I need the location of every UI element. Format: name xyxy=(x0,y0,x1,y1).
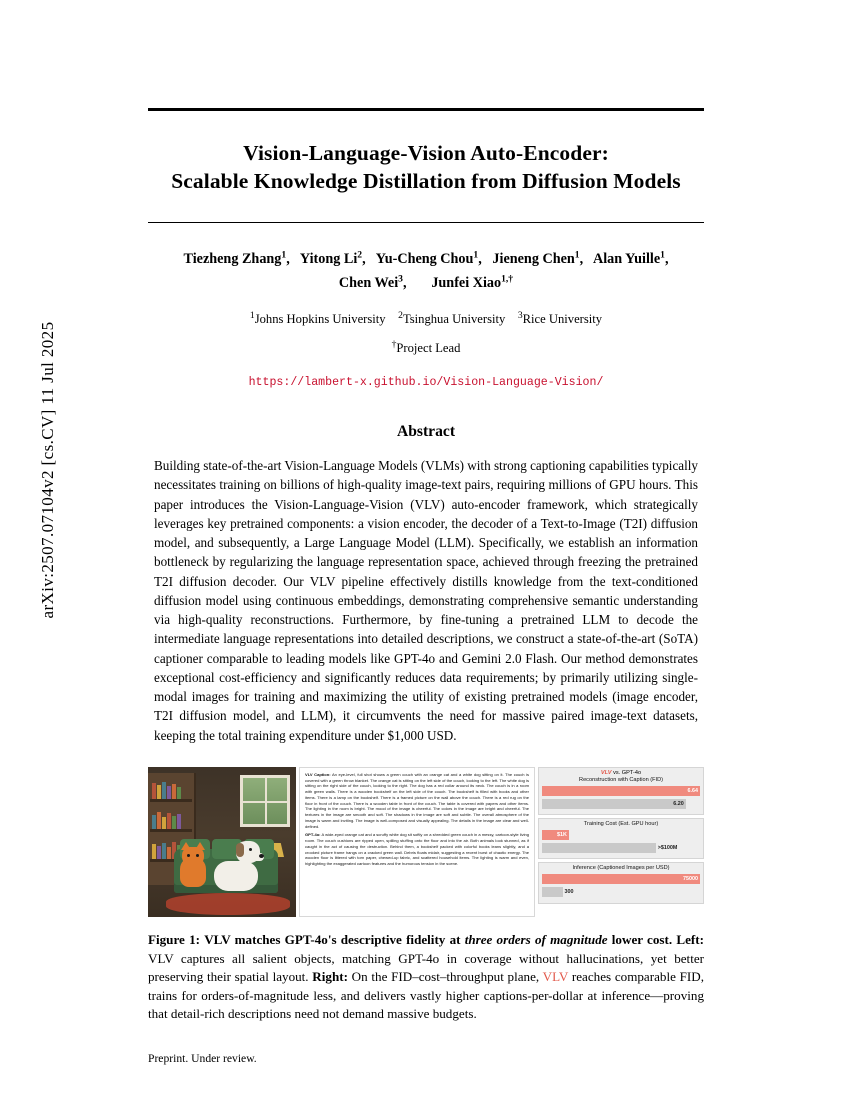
title-rule xyxy=(148,222,704,223)
bar-row xyxy=(542,798,700,809)
abstract-text: Building state-of-the-art Vision-Language Models (VLMs) with strong captioning capabilities typically necessitates training on billions of high-quality image-text pairs, requiring millions of GPU hours. This paper introduces the Vision-Language-Vision (VLV) auto-encoder framework, which strategically leverages key pretrained components: a vision encoder, the decoder of a Text-to-Image (T2I) diffusion model, and subsequently, a Large Language Model (LLM). Specifically, we establish an information bottleneck by regularizing the language representation space, achieved through freezing the pretrained T2I diffusion decoder. Our VLV pipeline effectively distills knowledge from the text-conditioned diffusion model using continuous embeddings, demonstrating comprehensive semantic understanding via high-quality reconstructions. Furthermore, by fine-tuning a pretrained LLM to decode the intermediate language representations into detailed descriptions, we construct a state-of-the-art (SoTA) captioner comparable to leading models like GPT-4o and Gemini 2.0 Flash. Our method demonstrates exceptional cost-efficiency and significantly reduces data requirements; by primarily utilizing single-modal images for training and maximizing the utility of existing pretrained models (image encoder, T2I diffusion model, and LLM), it circumvents the need for massive paired image-text datasets, keeping the total training expenditure under $1,000 USD. xyxy=(154,457,698,743)
figure-caption-bold-1: VLV matches GPT-4o's descriptive fidelity at xyxy=(204,931,461,947)
legend-vs: vs. xyxy=(613,769,621,776)
figure-caption xyxy=(148,931,704,1024)
affiliation-sup: 3 xyxy=(517,309,523,321)
bar-gpt4o xyxy=(542,843,656,853)
caption-comparison-panel xyxy=(299,767,535,917)
bar-row xyxy=(542,842,700,853)
bar-vlv xyxy=(542,830,569,840)
figure-caption-left-text: VLV captures all salient objects, matching GPT-4o in coverage without hallucinations, yet better preserving their spatial layout. xyxy=(148,950,704,985)
figure-caption-right-text-b: reaches comparable FID, trains for orders-of-magnitude less, and delivers vastly higher captions-per-dollar at inference—proving that detail-rich descriptions need not demand massive budgets. xyxy=(148,969,704,1022)
gpt-caption-text: A wide-eyed orange cat and a scruffy white dog sit softly on a shredded green couch in a messy, cartoon-style living room. The couch cushions are ripped open, spilling stuffing onto the floor and into the air. Both animals look stunned, as if caught in the act of causing the destruction. Behind them, a bookshelf packed with colorful books leans slightly, and a crooked picture frame hangs on a cracked green wall. Debris floats midair, suggesting a recent burst of chaotic energy. The wooden floor is littered with torn paper, chewed-up fabric, and scattered household items. The lighting is warm and even, highlighting the exaggerated cartoon features and the humorous tension in the scene. xyxy=(305,832,530,866)
figure-caption-left-label: Left: xyxy=(676,931,704,947)
gpt-caption-paragraph xyxy=(305,832,529,866)
figure-caption-bold-2: lower cost. xyxy=(611,931,673,947)
vlv-caption-label: VLV Caption: xyxy=(305,771,331,777)
chart-title: Training Cost (Est. GPU hour) xyxy=(583,821,659,828)
bar-value: 300 xyxy=(564,889,574,896)
bar-row xyxy=(542,887,700,898)
legend-vlv: VLV xyxy=(600,769,612,776)
affiliations xyxy=(148,310,704,327)
affiliation-name: Rice University xyxy=(522,311,603,326)
chart-legend xyxy=(542,770,700,776)
vlv-caption-text: An eye-level, full shot shows a green couch with an orange cat and a white dog sitting on it. The couch is covered with a green throw blanket. The orange cat is sitting on the left side of the couch, looking to the left. The white dog is sitting on the right side of the couch, looking to the right. The dog has a red collar around its neck. The couch is in a room with green walls. There is a wooden bookshelf on the left side of the couch. The bookshelf is filled with books and other items. There is a lamp on the bookshelf. There is a framed picture on the wall above the couch. There is a red rug on the floor in front of the couch. There is a wooden table in front of the couch. The table is covered with papers and other items. The lighting in the room is bright. The mood of the image is cheerful. The colors in the image are bright and cheerful. The textures in the image are smooth and soft. The shadows in the image are soft and subtle. The overall atmosphere of the image is warm and inviting. The image is well-composed and visually appealing. The details in the image are clear and well-defined. xyxy=(305,771,529,829)
arxiv-stamp: arXiv:2507.07104v2 [cs.CV] 11 Jul 2025 xyxy=(38,321,57,619)
project-url-link[interactable]: https://lambert-x.github.io/Vision-Language-Vision/ xyxy=(248,375,604,389)
author-name: Alan Yuille$^1$, xyxy=(592,249,669,267)
figure-caption-right-label: Right: xyxy=(312,969,348,985)
figure-illustration-image xyxy=(148,767,296,917)
preprint-note: Preprint. Under review. xyxy=(148,1051,257,1065)
dog-figure xyxy=(214,841,260,891)
author-list xyxy=(148,247,704,296)
bar-value: >$100M xyxy=(657,844,678,851)
bar-row xyxy=(542,874,700,885)
legend-gpt4o: GPT-4o xyxy=(621,769,642,776)
author-name: Yu-Cheng Chou$^1$, xyxy=(375,249,482,267)
author-line-1 xyxy=(148,247,704,271)
figure-caption-italic-1: three orders of magnitude xyxy=(464,931,608,947)
affiliation-sup: 2 xyxy=(398,309,403,321)
vlv-caption-paragraph xyxy=(305,772,529,829)
paper-content xyxy=(148,0,704,1065)
bar-row xyxy=(542,785,700,796)
affiliation-name: Tsinghua University xyxy=(402,311,506,326)
chart-title: Inference (Captioned Images per USD) xyxy=(572,865,670,872)
author-name: Jieneng Chen$^1$, xyxy=(492,249,584,267)
bar-value: 6.20 xyxy=(673,800,684,807)
chart-reconstruction-fid xyxy=(538,767,704,815)
chart-title: Reconstruction with Caption (FID) xyxy=(579,777,663,784)
author-name: Chen Wei$^3$, xyxy=(338,273,407,292)
title-line-2: Scalable Knowledge Distillation from Diffusion Models xyxy=(171,169,681,194)
top-rule xyxy=(148,108,704,111)
page-title xyxy=(148,139,704,196)
affiliation-sup: 1 xyxy=(249,309,255,321)
bar-vlv xyxy=(542,874,700,884)
bar-value: 6.64 xyxy=(687,787,698,794)
author-name: Yitong Li$^2$, xyxy=(299,249,366,267)
affiliation-name: Johns Hopkins University xyxy=(254,311,386,326)
figure-caption-right-text-a: On the FID–cost–throughput plane, xyxy=(351,969,540,985)
title-line-1: Vision-Language-Vision Auto-Encoder: xyxy=(243,141,609,165)
author-name: Junfei Xiao$^{1,\dagger}$ xyxy=(431,273,514,292)
figure-caption-vlv-mention: VLV xyxy=(542,969,569,985)
chart-inference-throughput xyxy=(538,862,704,903)
figure-1 xyxy=(148,767,704,917)
bar-value: $1K xyxy=(556,831,567,838)
bar-gpt4o xyxy=(542,799,686,809)
gpt-caption-label: GPT-4o: xyxy=(305,832,321,838)
cat-figure xyxy=(178,847,208,887)
bar-vlv xyxy=(542,786,700,796)
author-name: Tiezheng Zhang$^1$, xyxy=(183,249,290,267)
bar-gpt4o xyxy=(542,887,563,897)
window-shape xyxy=(240,775,290,827)
project-lead-note xyxy=(148,339,704,356)
abstract-heading: Abstract xyxy=(396,422,456,440)
project-lead-sup: † xyxy=(391,338,397,350)
bar-row xyxy=(542,829,700,840)
chart-training-cost xyxy=(538,818,704,859)
bar-value: 75000 xyxy=(683,876,698,883)
author-line-2 xyxy=(148,271,704,295)
rug-shape xyxy=(166,893,290,915)
figure-charts xyxy=(538,767,704,917)
project-lead-label: Project Lead xyxy=(396,340,461,355)
figure-caption-label: Figure 1: xyxy=(148,931,200,947)
